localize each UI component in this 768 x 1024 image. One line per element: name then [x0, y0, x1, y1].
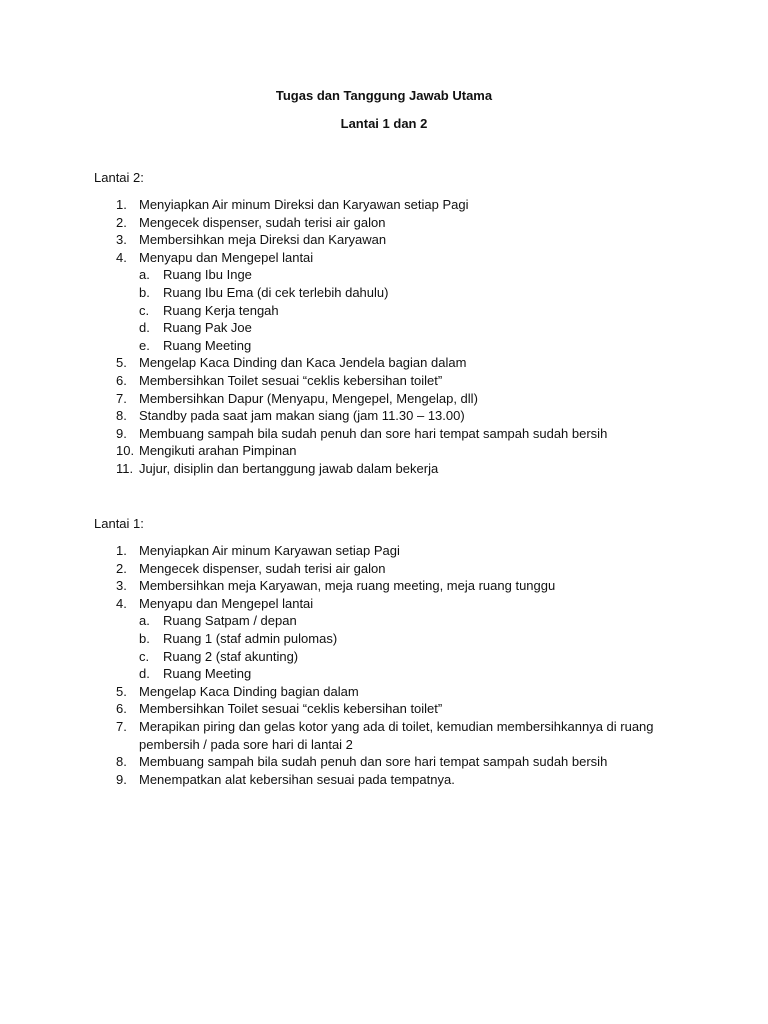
list-item-text: Ruang Ibu Inge [163, 267, 252, 283]
list-item [0, 683, 768, 701]
list-item-number: 2. [116, 214, 127, 230]
list-item-number: d. [139, 320, 150, 336]
sub-list-item [0, 612, 768, 630]
list-item-number: b. [139, 630, 150, 646]
list-item-number: 11. [116, 460, 134, 476]
list-item-number: d. [139, 666, 150, 682]
list-item-number: b. [139, 284, 150, 300]
list-item [0, 753, 768, 771]
sub-list-item [0, 284, 768, 302]
list-item-text: Membersihkan Toilet sesuai “ceklis kebersihan toilet” [139, 372, 443, 388]
list-item-text: Menyapu dan Mengepel lantai [139, 249, 314, 265]
list-item-text: Ruang Meeting [163, 666, 252, 682]
list-item-text: Mengelap Kaca Dinding bagian dalam [139, 683, 359, 699]
document-title: Tugas dan Tanggung Jawab Utama [275, 88, 493, 103]
list-item-number: 5. [116, 355, 127, 371]
list-item-text: Jujur, disiplin dan bertanggung jawab dalam bekerja [139, 460, 439, 476]
list-item-number: c. [139, 648, 150, 664]
sub-list-item [0, 648, 768, 666]
list-item-text: Ruang 1 (staf admin pulomas) [163, 630, 338, 646]
list-item-number: 5. [116, 683, 127, 699]
list-item-number: e. [139, 337, 150, 353]
list-item [0, 771, 768, 789]
list-item [0, 372, 768, 390]
list-item-number: 8. [116, 754, 127, 770]
list-item-number: a. [139, 613, 150, 629]
sub-list-item [0, 337, 768, 355]
sub-list-item [0, 319, 768, 337]
list-item-number: 10. [116, 443, 135, 459]
list-item-text: Mengecek dispenser, sudah terisi air galon [139, 214, 386, 230]
list-item-text: Menempatkan alat kebersihan sesuai pada tempatnya. [139, 771, 455, 787]
list-item-number: 9. [116, 771, 127, 787]
sub-list-item [0, 266, 768, 284]
list-item [0, 700, 768, 718]
list-item-text: Ruang Kerja tengah [163, 302, 279, 318]
list-item-text: Membersihkan meja Karyawan, meja ruang meeting, meja ruang tunggu [139, 578, 556, 594]
list-item-number: a. [139, 267, 150, 283]
list-item [0, 442, 768, 460]
list-item-number: 2. [116, 560, 127, 576]
list-item [0, 249, 768, 267]
list-item-text: Mengecek dispenser, sudah terisi air galon [139, 560, 386, 576]
section-heading-lantai-1: Lantai 1: [94, 516, 144, 531]
list-item-number: 3. [116, 578, 127, 594]
list-item-text: Mengikuti arahan Pimpinan [139, 443, 297, 459]
task-list-lantai-2 [0, 196, 768, 478]
list-item-text: Ruang Meeting [163, 337, 252, 353]
list-item [0, 718, 768, 753]
list-item-number: 6. [116, 701, 127, 717]
list-item-text: Mengelap Kaca Dinding dan Kaca Jendela bagian dalam [139, 355, 467, 371]
list-item-text: Membersihkan Dapur (Menyapu, Mengepel, Mengelap, dll) [139, 390, 478, 406]
list-item [0, 560, 768, 578]
list-item-number: 4. [116, 595, 127, 611]
list-item [0, 542, 768, 560]
list-item-text: Merapikan piring dan gelas kotor yang ada di toilet, kemudian membersihkannya di ruang pembersih / pada sore hari di lantai 2 [139, 718, 654, 752]
list-item-number: 6. [116, 372, 127, 388]
sub-list-item [0, 302, 768, 320]
list-item-text: Membersihkan Toilet sesuai “ceklis kebersihan toilet” [139, 701, 443, 717]
list-item-number: 7. [116, 718, 127, 734]
list-item-text: Membersihkan meja Direksi dan Karyawan [139, 232, 387, 248]
list-item-text: Ruang 2 (staf akunting) [163, 648, 299, 664]
list-item [0, 390, 768, 408]
list-item-number: 4. [116, 249, 127, 265]
list-item [0, 407, 768, 425]
list-item-text: Standby pada saat jam makan siang (jam 11.30 – 13.00) [139, 408, 465, 424]
list-item [0, 595, 768, 613]
list-item [0, 577, 768, 595]
list-item-number: 8. [116, 408, 127, 424]
list-item-text: Menyiapkan Air minum Karyawan setiap Pagi [139, 543, 400, 558]
task-list-lantai-1 [0, 542, 768, 788]
list-item-text: Menyiapkan Air minum Direksi dan Karyawan setiap Pagi [139, 197, 469, 212]
list-item-number: c. [139, 302, 150, 318]
sub-list-item [0, 665, 768, 683]
list-item [0, 231, 768, 249]
list-item-text: Membuang sampah bila sudah penuh dan sore hari tempat sampah sudah bersih [139, 425, 608, 441]
list-item-number: 3. [116, 232, 127, 248]
list-item-text: Ruang Satpam / depan [163, 613, 297, 629]
list-item-number: 9. [116, 425, 127, 441]
list-item [0, 196, 768, 214]
section-heading-lantai-2: Lantai 2: [94, 170, 144, 185]
list-item-number: 1. [116, 543, 127, 558]
list-item-text: Menyapu dan Mengepel lantai [139, 595, 314, 611]
list-item-number: 1. [116, 197, 127, 212]
list-item [0, 354, 768, 372]
sub-list-item [0, 630, 768, 648]
list-item [0, 425, 768, 443]
list-item-number: 7. [116, 390, 127, 406]
list-item [0, 460, 768, 478]
list-item-text: Ruang Ibu Ema (di cek terlebih dahulu) [163, 284, 389, 300]
document-subtitle: Lantai 1 dan 2 [340, 116, 428, 131]
list-item-text: Membuang sampah bila sudah penuh dan sore hari tempat sampah sudah bersih [139, 754, 608, 770]
list-item [0, 214, 768, 232]
list-item-text: Ruang Pak Joe [163, 320, 252, 336]
